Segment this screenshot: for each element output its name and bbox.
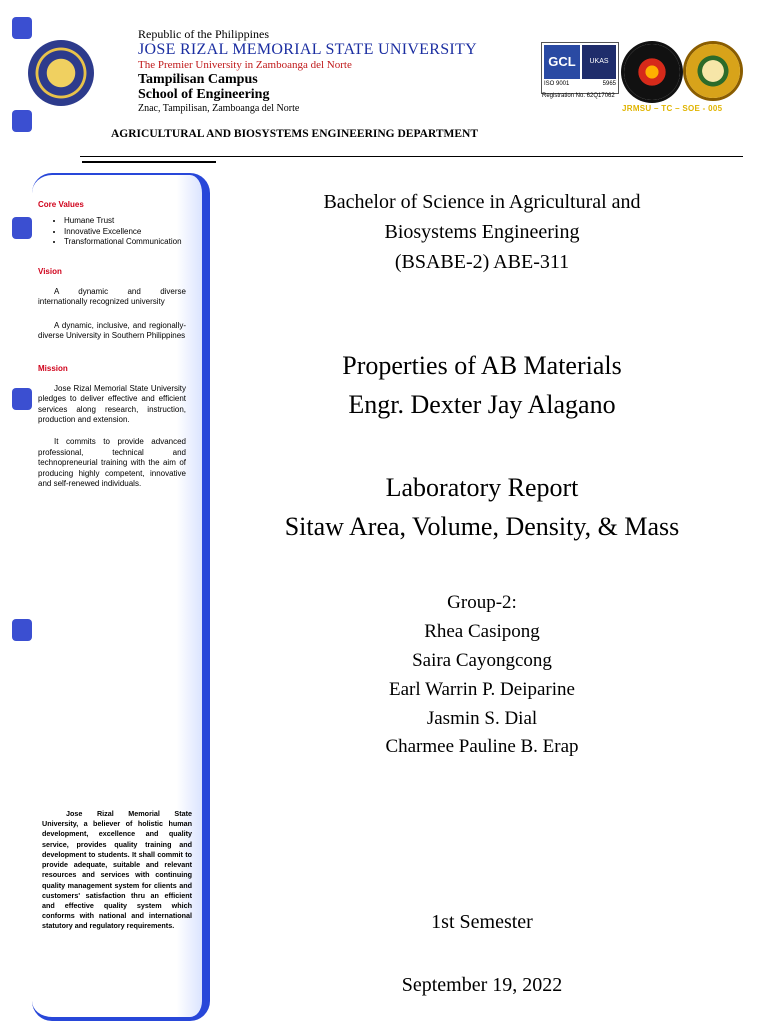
gcl-mark: GCL (544, 45, 580, 79)
report-title: Sitaw Area, Volume, Density, & Mass (284, 512, 680, 541)
page-tab-marker (12, 17, 32, 39)
header-divider (80, 156, 743, 157)
university-tagline: The Premier University in Zamboanga del Norte (138, 59, 352, 72)
page-tab-marker (12, 388, 32, 410)
republic-line: Republic of the Philippines (138, 27, 269, 41)
registration-number: Registration No. 62Q17062 (542, 93, 615, 99)
core-values-heading: Core Values (38, 200, 84, 209)
page-tab-marker (12, 217, 32, 239)
iso-label: ISO 9001 (544, 81, 570, 87)
vision-text-2: A dynamic, inclusive, and regionally-diverse University in Southern Philippines (38, 320, 186, 341)
member-name: Charmee Pauline B. Erap (385, 736, 579, 758)
instructor-name: Engr. Dexter Jay Alagano (348, 390, 616, 419)
ukas-mark: UKAS (582, 45, 616, 79)
report-block (212, 468, 752, 546)
abe-department-logo-icon (686, 44, 740, 98)
member-name: Rhea Casipong (424, 620, 540, 642)
engineering-gear-logo-icon (624, 44, 680, 100)
group-block (212, 589, 752, 762)
cert-number: 5965 (602, 81, 616, 87)
department-title: AGRICULTURAL AND BIOSYSTEMS ENGINEERING DEPARTMENT (111, 128, 479, 140)
program-line: Biosystems Engineering (384, 221, 580, 243)
page-tab-marker (12, 110, 32, 132)
mission-text-2: It commits to provide advanced professional, technical and technopreneurial training with the aim of producing highly competent, innovative and self-renewed individuals. (38, 437, 186, 489)
school-name: School of Engineering (138, 87, 270, 103)
report-date: September 19, 2022 (401, 974, 563, 996)
header-divider-accent (82, 161, 216, 163)
list-item: • Transformational Communication (64, 237, 186, 247)
campus-address: Znac, Tampilisan, Zamboanga del Norte (138, 103, 300, 114)
document-code: JRMSU – TC – SOE - 005 (622, 104, 723, 113)
list-item: • Humane Trust (64, 216, 186, 226)
vision-text: A dynamic and diverse internationally recognized university (38, 286, 186, 307)
program-block (212, 187, 752, 277)
member-name: Jasmin S. Dial (426, 707, 538, 729)
university-name: JOSE RIZAL MEMORIAL STATE UNIVERSITY (138, 41, 477, 59)
report-type: Laboratory Report (385, 473, 579, 502)
university-seal-icon (28, 40, 94, 106)
page-tab-marker (12, 619, 32, 641)
semester: 1st Semester (431, 911, 533, 933)
member-name: Saira Cayongcong (412, 649, 552, 671)
mission-text: Jose Rizal Memorial State University pledges to deliver effective and efficient services along research, instruction, production and extension. (38, 383, 186, 425)
sidebar-content (38, 200, 186, 489)
cert-details (544, 81, 616, 91)
letterhead (138, 28, 477, 114)
group-label: Group-2: (447, 592, 517, 613)
vision-heading: Vision (38, 266, 62, 276)
core-values-list (38, 216, 186, 247)
list-item: • Innovative Excellence (64, 227, 186, 237)
gcl-certification-logo (541, 42, 619, 94)
campus-name: Tampilisan Campus (138, 71, 258, 87)
course-title: Properties of AB Materials (342, 351, 622, 380)
member-name: Earl Warrin P. Deiparine (389, 678, 575, 700)
mission-heading: Mission (38, 363, 68, 373)
course-block (212, 346, 752, 424)
quality-policy-text: Jose Rizal Memorial State University, a believer of holistic human development, excellence and quality service, provides quality training and development to students. It shall commit to provide adequate, suitable and relevant resources and services with continuing quality management system for clients and customers' satisfaction thru an efficient and effective quality system which conforms with national and international statutory and regulatory requirements. (42, 809, 192, 931)
program-line: Bachelor of Science in Agricultural and (323, 191, 641, 213)
program-line: (BSABE-2) ABE-311 (394, 251, 570, 273)
